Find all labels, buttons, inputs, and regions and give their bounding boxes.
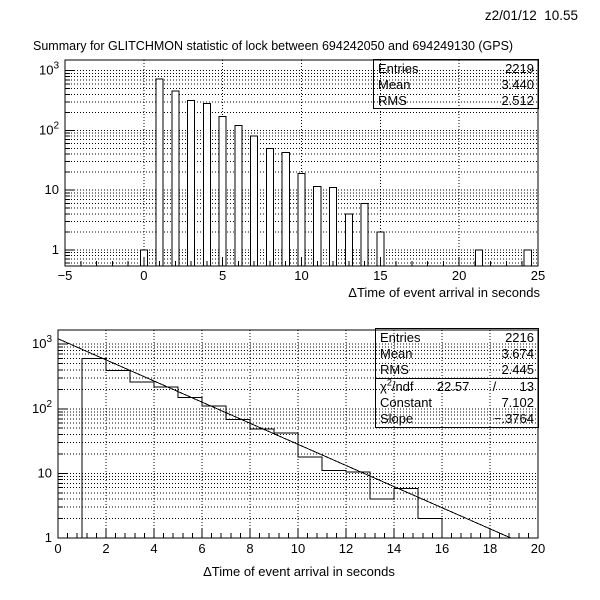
svg-text:2: 2 [102,541,110,556]
stat-label: Entries [378,60,419,76]
stat-entries-row [376,329,538,345]
stat-mean-row [376,345,538,361]
stat-value: 2216 [505,329,534,345]
svg-text:12: 12 [338,541,354,556]
stat-value: −.3764 [493,411,534,427]
stat-label: Mean [378,76,411,92]
svg-text:6: 6 [198,541,206,556]
svg-text:10: 10 [44,182,59,198]
stats-box-top [373,59,539,109]
svg-text:5: 5 [219,268,227,283]
svg-text:103: $10^3$ [31,334,52,352]
stat-label: $\chi^2$/ndf [380,377,414,395]
svg-text:10: 10 [290,541,306,556]
svg-text:10: 10 [294,268,309,283]
svg-text:1: 1 [44,530,52,545]
stat-entries-row [374,60,538,76]
svg-text:0: 0 [140,268,148,283]
svg-text:20: 20 [451,268,467,283]
stat-value: 22.57 [436,379,470,395]
svg-text:102: $10^2$ [31,398,52,416]
svg-text:8: 8 [246,541,254,556]
stat-rms-row [376,361,538,377]
stat-label: Entries [380,329,421,345]
svg-text:25: 25 [530,268,546,283]
svg-text:−5: −5 [57,268,73,283]
stat-rms-row [374,92,538,108]
svg-text:14: 14 [386,541,402,556]
stat-value: 2219 [505,60,534,76]
timestamp: z2/01/12 10.55 [484,8,578,23]
stat-value: / [492,379,497,395]
svg-text:18: 18 [482,541,498,556]
fit-section [376,378,538,428]
svg-text:103: $10^3$ [38,60,59,78]
svg-text:20: 20 [530,541,546,556]
stat-mean-row [374,76,538,92]
stat-slope-row [376,411,538,427]
stat-chi2-row [376,379,538,395]
stat-value: 2.512 [501,92,534,108]
stat-value: 3.440 [501,76,534,92]
svg-text:10: 10 [37,465,52,481]
svg-text:0: 0 [54,541,62,556]
stat-label: Mean [380,345,413,361]
svg-text:15: 15 [373,268,388,283]
svg-text:1: 1 [51,241,59,257]
plot1-xaxis-title: ΔTime of event arrival in seconds [348,285,540,300]
stat-label: RMS [380,361,409,377]
stat-value: 13 [519,379,534,395]
stat-label: Constant [380,395,433,411]
svg-text:102: $10^2$ [38,120,59,138]
stat-label: RMS [378,92,407,108]
page-title: Summary for GLITCHMON statistic of lock between 694242050 and 694249130 (GPS) [33,39,514,53]
svg-text:16: 16 [434,541,450,556]
svg-text:4: 4 [150,541,158,556]
stats-box-bottom [375,328,539,428]
plot2-xaxis-title: ΔTime of event arrival in seconds [203,564,395,579]
stat-constant-row [376,395,538,411]
stats-section [376,329,538,378]
stat-value: 2.445 [501,361,534,377]
stat-value: 7.102 [501,395,534,411]
stat-value: 3.674 [501,345,534,361]
stat-label: Slope [380,411,414,427]
